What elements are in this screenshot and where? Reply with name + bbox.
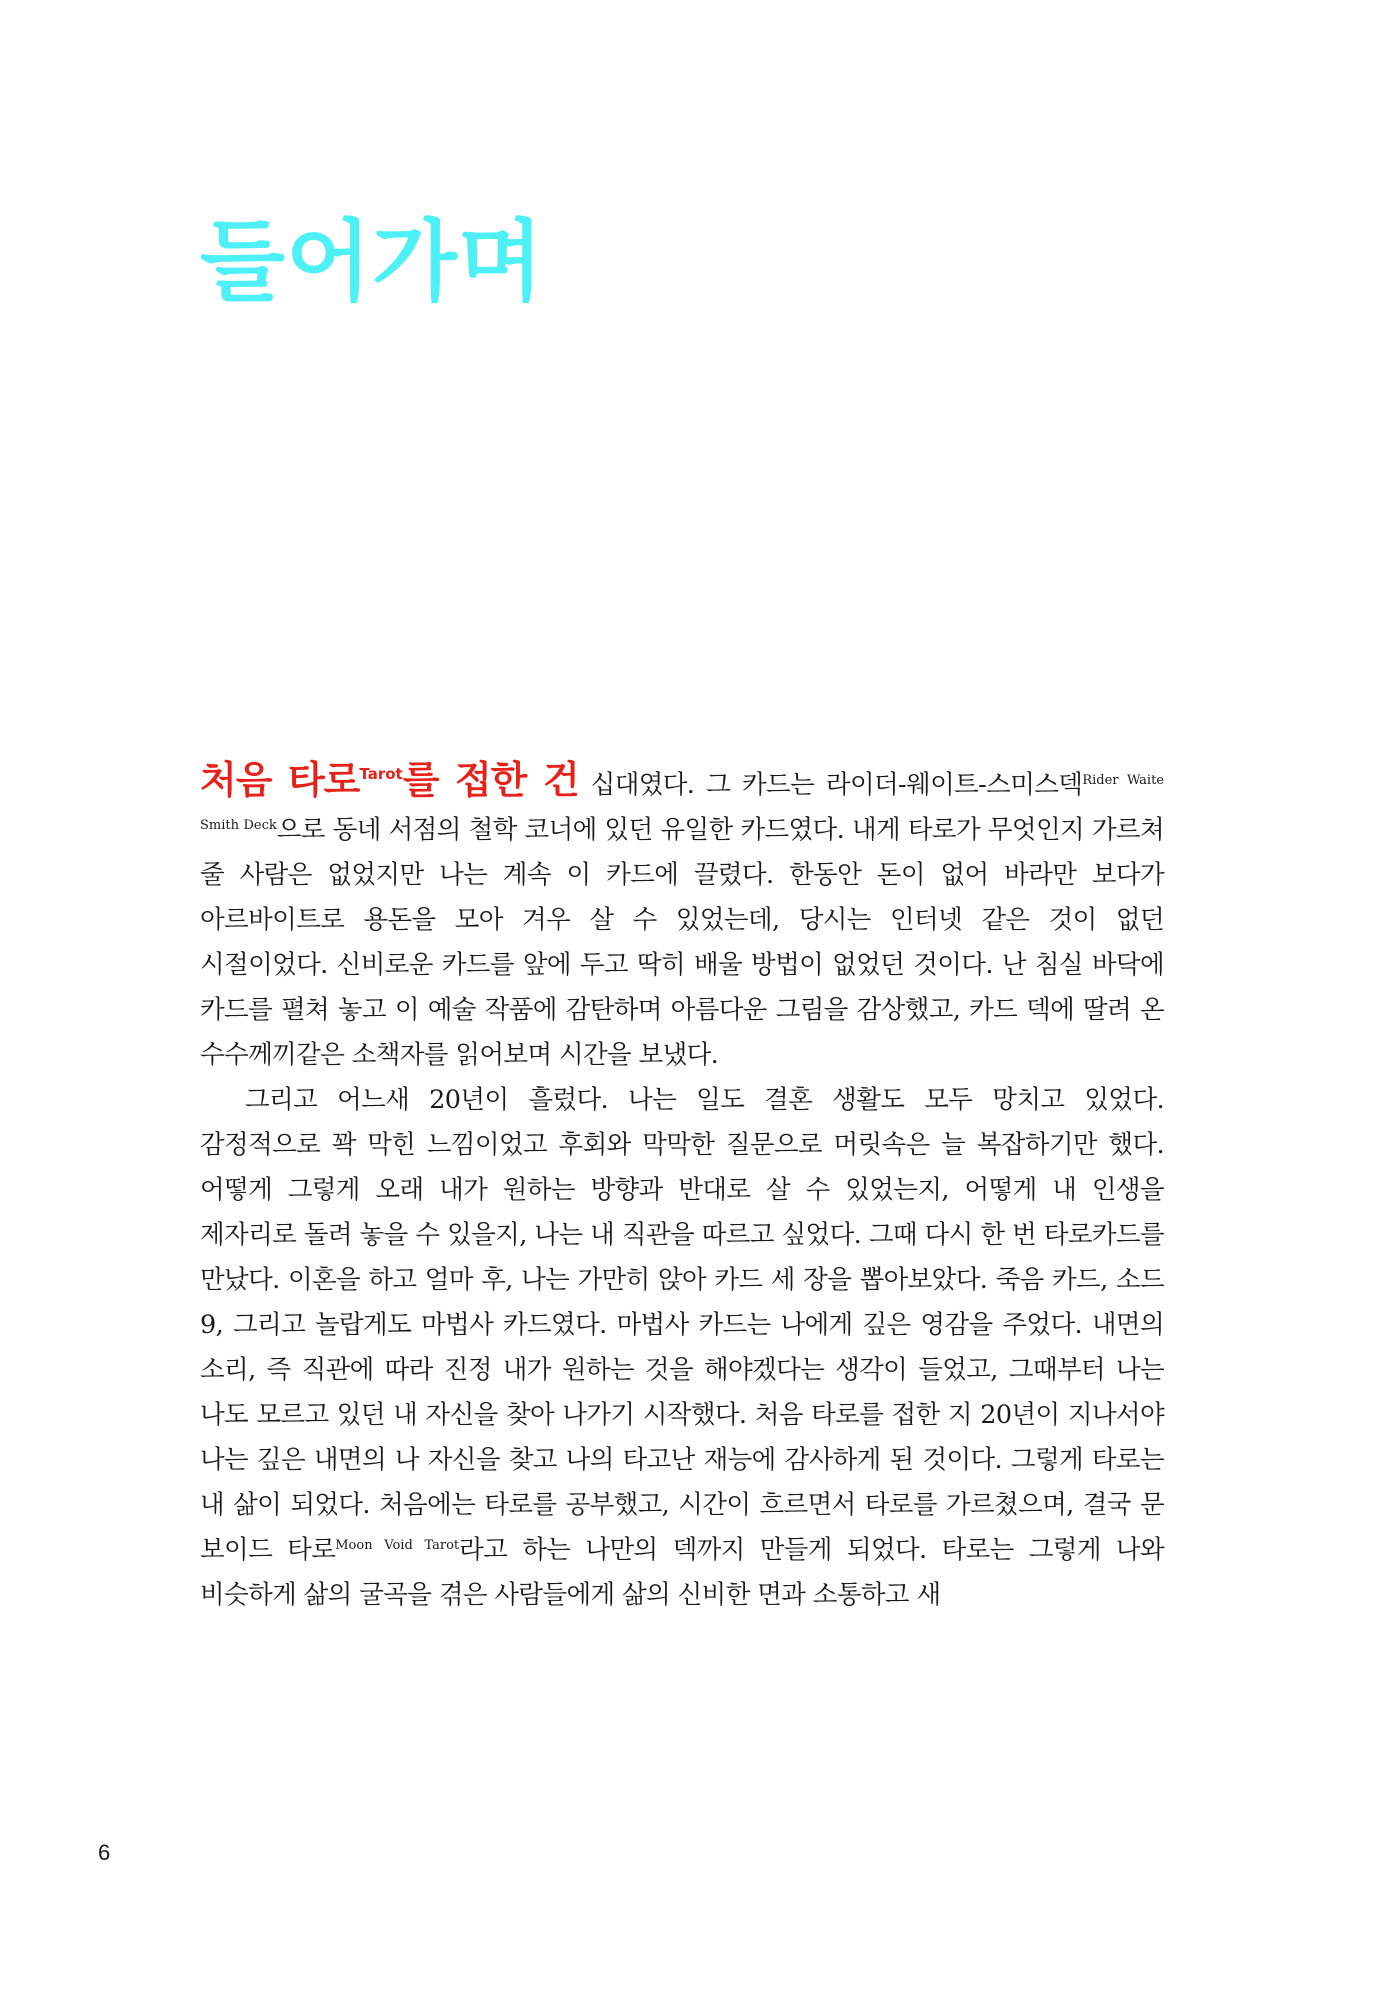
paragraph-1: [200, 752, 1164, 1078]
gloss-moon-void-tarot: Moon Void Tarot: [335, 1538, 460, 1553]
paragraph-1-text-a: 십대였다. 그 카드는 라이더-웨이트-스미스덱: [590, 770, 1083, 800]
lead-phrase: [200, 758, 579, 802]
chapter-title: 들어가며: [200, 210, 545, 313]
gloss-rider-waite-smith-deck: Rider Waite Smith Deck: [200, 773, 1165, 833]
lead-phrase-part-2: 를 접한 건: [402, 758, 579, 802]
lead-term-superscript: Tarot: [359, 765, 403, 783]
paragraph-2-text-b: 라고 하는 나만의 덱까지 만들게 되었다. 타로는 그렇게 나와 비슷하게 삶의 굴곡을 겪은 사람들에게 삶의 신비한 면과 소통하고 새: [200, 1535, 1164, 1610]
page-number: 6: [98, 1840, 111, 1865]
paragraph-2-text-a: 그리고 어느새 20년이 흘렀다. 나는 일도 결혼 생활도 모두 망치고 있었다. 감정적으로 꽉 막힌 느낌이었고 후회와 막막한 질문으로 머릿속은 늘 복잡하기만 했다. 어떻게 그렇게 오래 내가 원하는 방향과 반대로 살 수 있었는지, 어떻게 내 인생을 제자리로 돌려 놓을 수 있을지, 나는 내 직관을 따르고 싶었다. 그때 다시 한 번 타로카드를 만났다. 이혼을 하고 얼마 후, 나는 가만히 앉아 카드 세 장을 뽑아보았다. 죽음 카드, 소드 9, 그리고 놀랍게도 마법사 카드였다. 마법사 카드는 나에게 깊은 영감을 주었다. 내면의 소리, 즉 직관에 따라 진정 내가 원하는 것을 해야겠다는 생각이 들었고, 그때부터 나는 나도 모르고 있던 내 자신을 찾아 나가기 시작했다. 처음 타로를 접한 지 20년이 지나서야 나는 깊은 내면의 나 자신을 찾고 나의 타고난 재능에 감사하게 된 것이다. 그렇게 타로는 내 삶이 되었다. 처음에는 타로를 공부했고, 시간이 흐르면서 타로를 가르쳤으며, 결국 문 보이드 타로: [200, 1085, 1164, 1565]
lead-phrase-part-1: 처음 타로: [200, 758, 360, 802]
paragraph-2: [200, 1078, 1164, 1618]
body-text: [200, 752, 1164, 1618]
paragraph-1-text-b: 으로 동네 서점의 철학 코너에 있던 유일한 카드였다. 내게 타로가 무엇인지 가르쳐 줄 사람은 없었지만 나는 계속 이 카드에 끌렸다. 한동안 돈이 없어 바라만 보다가 아르바이트로 용돈을 모아 겨우 살 수 있었는데, 당시는 인터넷 같은 것이 없던 시절이었다. 신비로운 카드를 앞에 두고 딱히 배울 방법이 없었던 것이다. 난 침실 바닥에 카드를 펼쳐 놓고 이 예술 작품에 감탄하며 아름다운 그림을 감상했고, 카드 덱에 딸려 온 수수께끼같은 소책자를 읽어보며 시간을 보냈다.: [200, 815, 1164, 1070]
